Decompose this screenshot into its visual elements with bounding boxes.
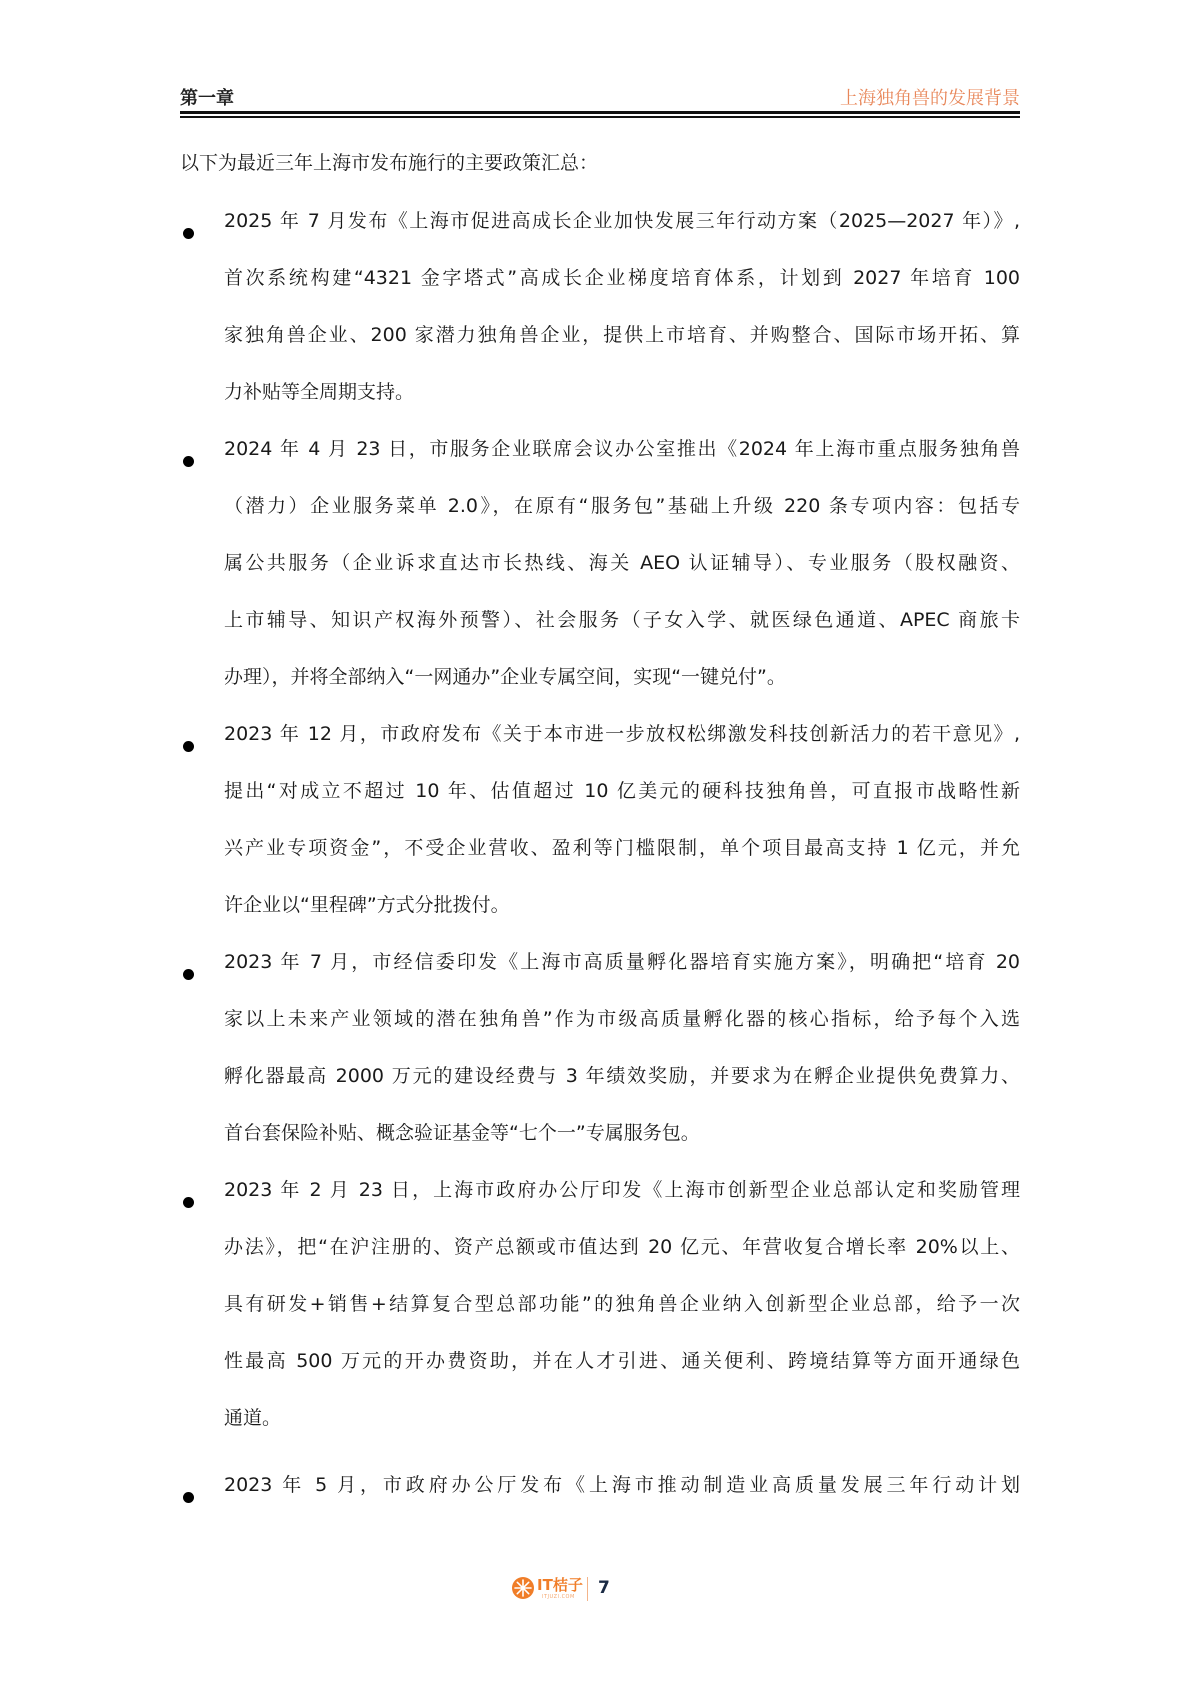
policy-line: 属公共服务（企业诉求直达市长热线、海关 AEO 认证辅导）、专业服务（股权融资、 [224,552,1020,574]
page-header [180,84,1020,120]
policy-line: （潜力）企业服务菜单 2.0》，在原有“服务包”基础上升级 220 条专项内容：包括专 [224,495,1020,517]
policy-list [180,207,1020,1528]
policy-item [180,1176,1020,1461]
policy-line: 2023 年 7 月，市经信委印发《上海市高质量孵化器培育实施方案》，明确把“培育 20 [224,951,1020,973]
policy-item [180,207,1020,435]
bullet-icon [183,228,194,239]
policy-line: 性最高 500 万元的开办费资助，并在人才引进、通关便利、跨境结算等方面开通绿色 [224,1350,1020,1372]
policy-line: 2024 年 4 月 23 日，市服务企业联席会议办公室推出《2024 年上海市重点服务独角兽 [224,438,1020,460]
policy-item [180,948,1020,1176]
brand-logo-subtext: ITJUZI.COM [542,1594,575,1600]
policy-line: 通道。 [224,1407,282,1429]
policy-line: 家以上未来产业领域的潜在独角兽”作为市级高质量孵化器的核心指标，给予每个入选 [224,1008,1020,1030]
policy-line: 办理），并将全部纳入“一网通办”企业专属空间，实现“一键兑付”。 [224,666,786,688]
bullet-icon [183,969,194,980]
policy-line: 家独角兽企业、200 家潜力独角兽企业，提供上市培育、并购整合、国际市场开拓、算 [224,324,1020,346]
policy-line: 首次系统构建“4321 金字塔式”高成长企业梯度培育体系，计划到 2027 年培育 100 [224,267,1020,289]
header-rule-thin [180,116,1020,118]
policy-line: 力补贴等全周期支持。 [224,381,415,403]
bullet-icon [183,741,194,752]
page-footer [512,1575,652,1607]
bullet-icon [183,1492,194,1503]
policy-item [180,1471,1020,1528]
policy-line: 2025 年 7 月发布《上海市促进高成长企业加快发展三年行动方案（2025—2027 年）》, [224,210,1020,232]
brand-logo-text: IT桔子 [537,1576,583,1594]
policy-line: 2023 年 5 月，市政府办公厅发布《上海市推动制造业高质量发展三年行动计划 [224,1474,1020,1496]
footer-divider [587,1577,588,1601]
header-rule-thick [180,111,1020,114]
policy-line: 2023 年 2 月 23 日，上海市政府办公厅印发《上海市创新型企业总部认定和奖励管理 [224,1179,1020,1201]
policy-line: 2023 年 12 月，市政府发布《关于本市进一步放权松绑激发科技创新活力的若干意见》, [224,723,1020,745]
page-number: 7 [598,1578,610,1598]
policy-line: 孵化器最高 2000 万元的建设经费与 3 年绩效奖励，并要求为在孵企业提供免费算力、 [224,1065,1020,1087]
section-title: 上海独角兽的发展背景 [840,88,1020,109]
orange-logo-icon [512,1577,534,1599]
policy-line: 许企业以“里程碑”方式分批拨付。 [224,894,510,916]
policy-item [180,435,1020,720]
policy-line: 办法》，把“在沪注册的、资产总额或市值达到 20 亿元、年营收复合增长率 20%以上、 [224,1236,1020,1258]
policy-line: 首台套保险补贴、概念验证基金等“七个一”专属服务包。 [224,1122,700,1144]
policy-line: 上市辅导、知识产权海外预警）、社会服务（子女入学、就医绿色通道、APEC 商旅卡 [224,609,1020,631]
policy-item [180,720,1020,948]
bullet-icon [183,456,194,467]
policy-line: 提出“对成立不超过 10 年、估值超过 10 亿美元的硬科技独角兽，可直报市战略性新 [224,780,1020,802]
bullet-icon [183,1197,194,1208]
chapter-label: 第一章 [180,88,234,109]
policy-line: 兴产业专项资金”，不受企业营收、盈利等门槛限制，单个项目最高支持 1 亿元，并允 [224,837,1020,859]
policy-line: 具有研发+销售+结算复合型总部功能”的独角兽企业纳入创新型企业总部，给予一次 [224,1293,1020,1315]
intro-paragraph: 以下为最近三年上海市发布施行的主要政策汇总： [180,152,599,174]
